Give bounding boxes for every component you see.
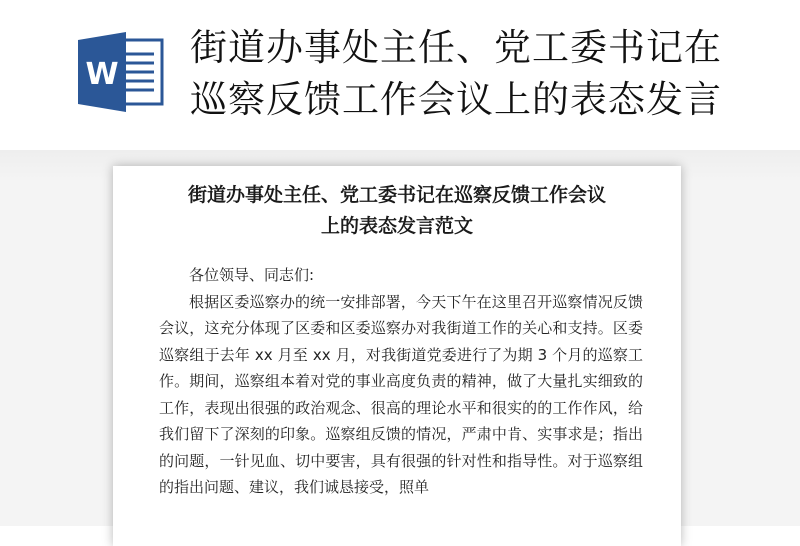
- header-title-line2: 巡察反馈工作会议上的表态发言: [190, 78, 722, 121]
- header-title: [190, 22, 780, 126]
- word-icon-letter: W: [85, 57, 119, 92]
- document-body: [159, 262, 643, 501]
- document-title-line2: 上的表态发言范文: [320, 215, 473, 237]
- document-salutation: 各位领导、同志们:: [189, 266, 315, 284]
- word-document-icon: [74, 30, 166, 114]
- header-title-line1: 街道办事处主任、党工委书记在: [190, 26, 722, 69]
- document-title-line1: 街道办事处主任、党工委书记在巡察反馈工作会议: [187, 184, 606, 206]
- header-banner: [0, 0, 800, 150]
- document-title: [113, 180, 681, 242]
- document-paragraph: 根据区委巡察办的统一安排部署，今天下午在这里召开巡察情况反馈会议，这充分体现了区委和区委巡察办对我街道工作的关心和支持。区委巡察组于去年 xx 月至 xx 月，对我街道党委进行了为期 3 个月的巡察工作。期间，巡察组本着对党的事业高度负责的精神，做了大量扎实细致的工作，表现出很强的政治观念、很高的理论水平和很实的的工作作风，给我们留下了深刻的印象。巡察组反馈的情况，严肃中肯、实事求是；指出的问题，一针见血、切中要害，具有很强的针对性和指导性。对于巡察组的指出问题、建议，我们诚恳接受，照单: [159, 292, 643, 496]
- document-page: [113, 166, 681, 546]
